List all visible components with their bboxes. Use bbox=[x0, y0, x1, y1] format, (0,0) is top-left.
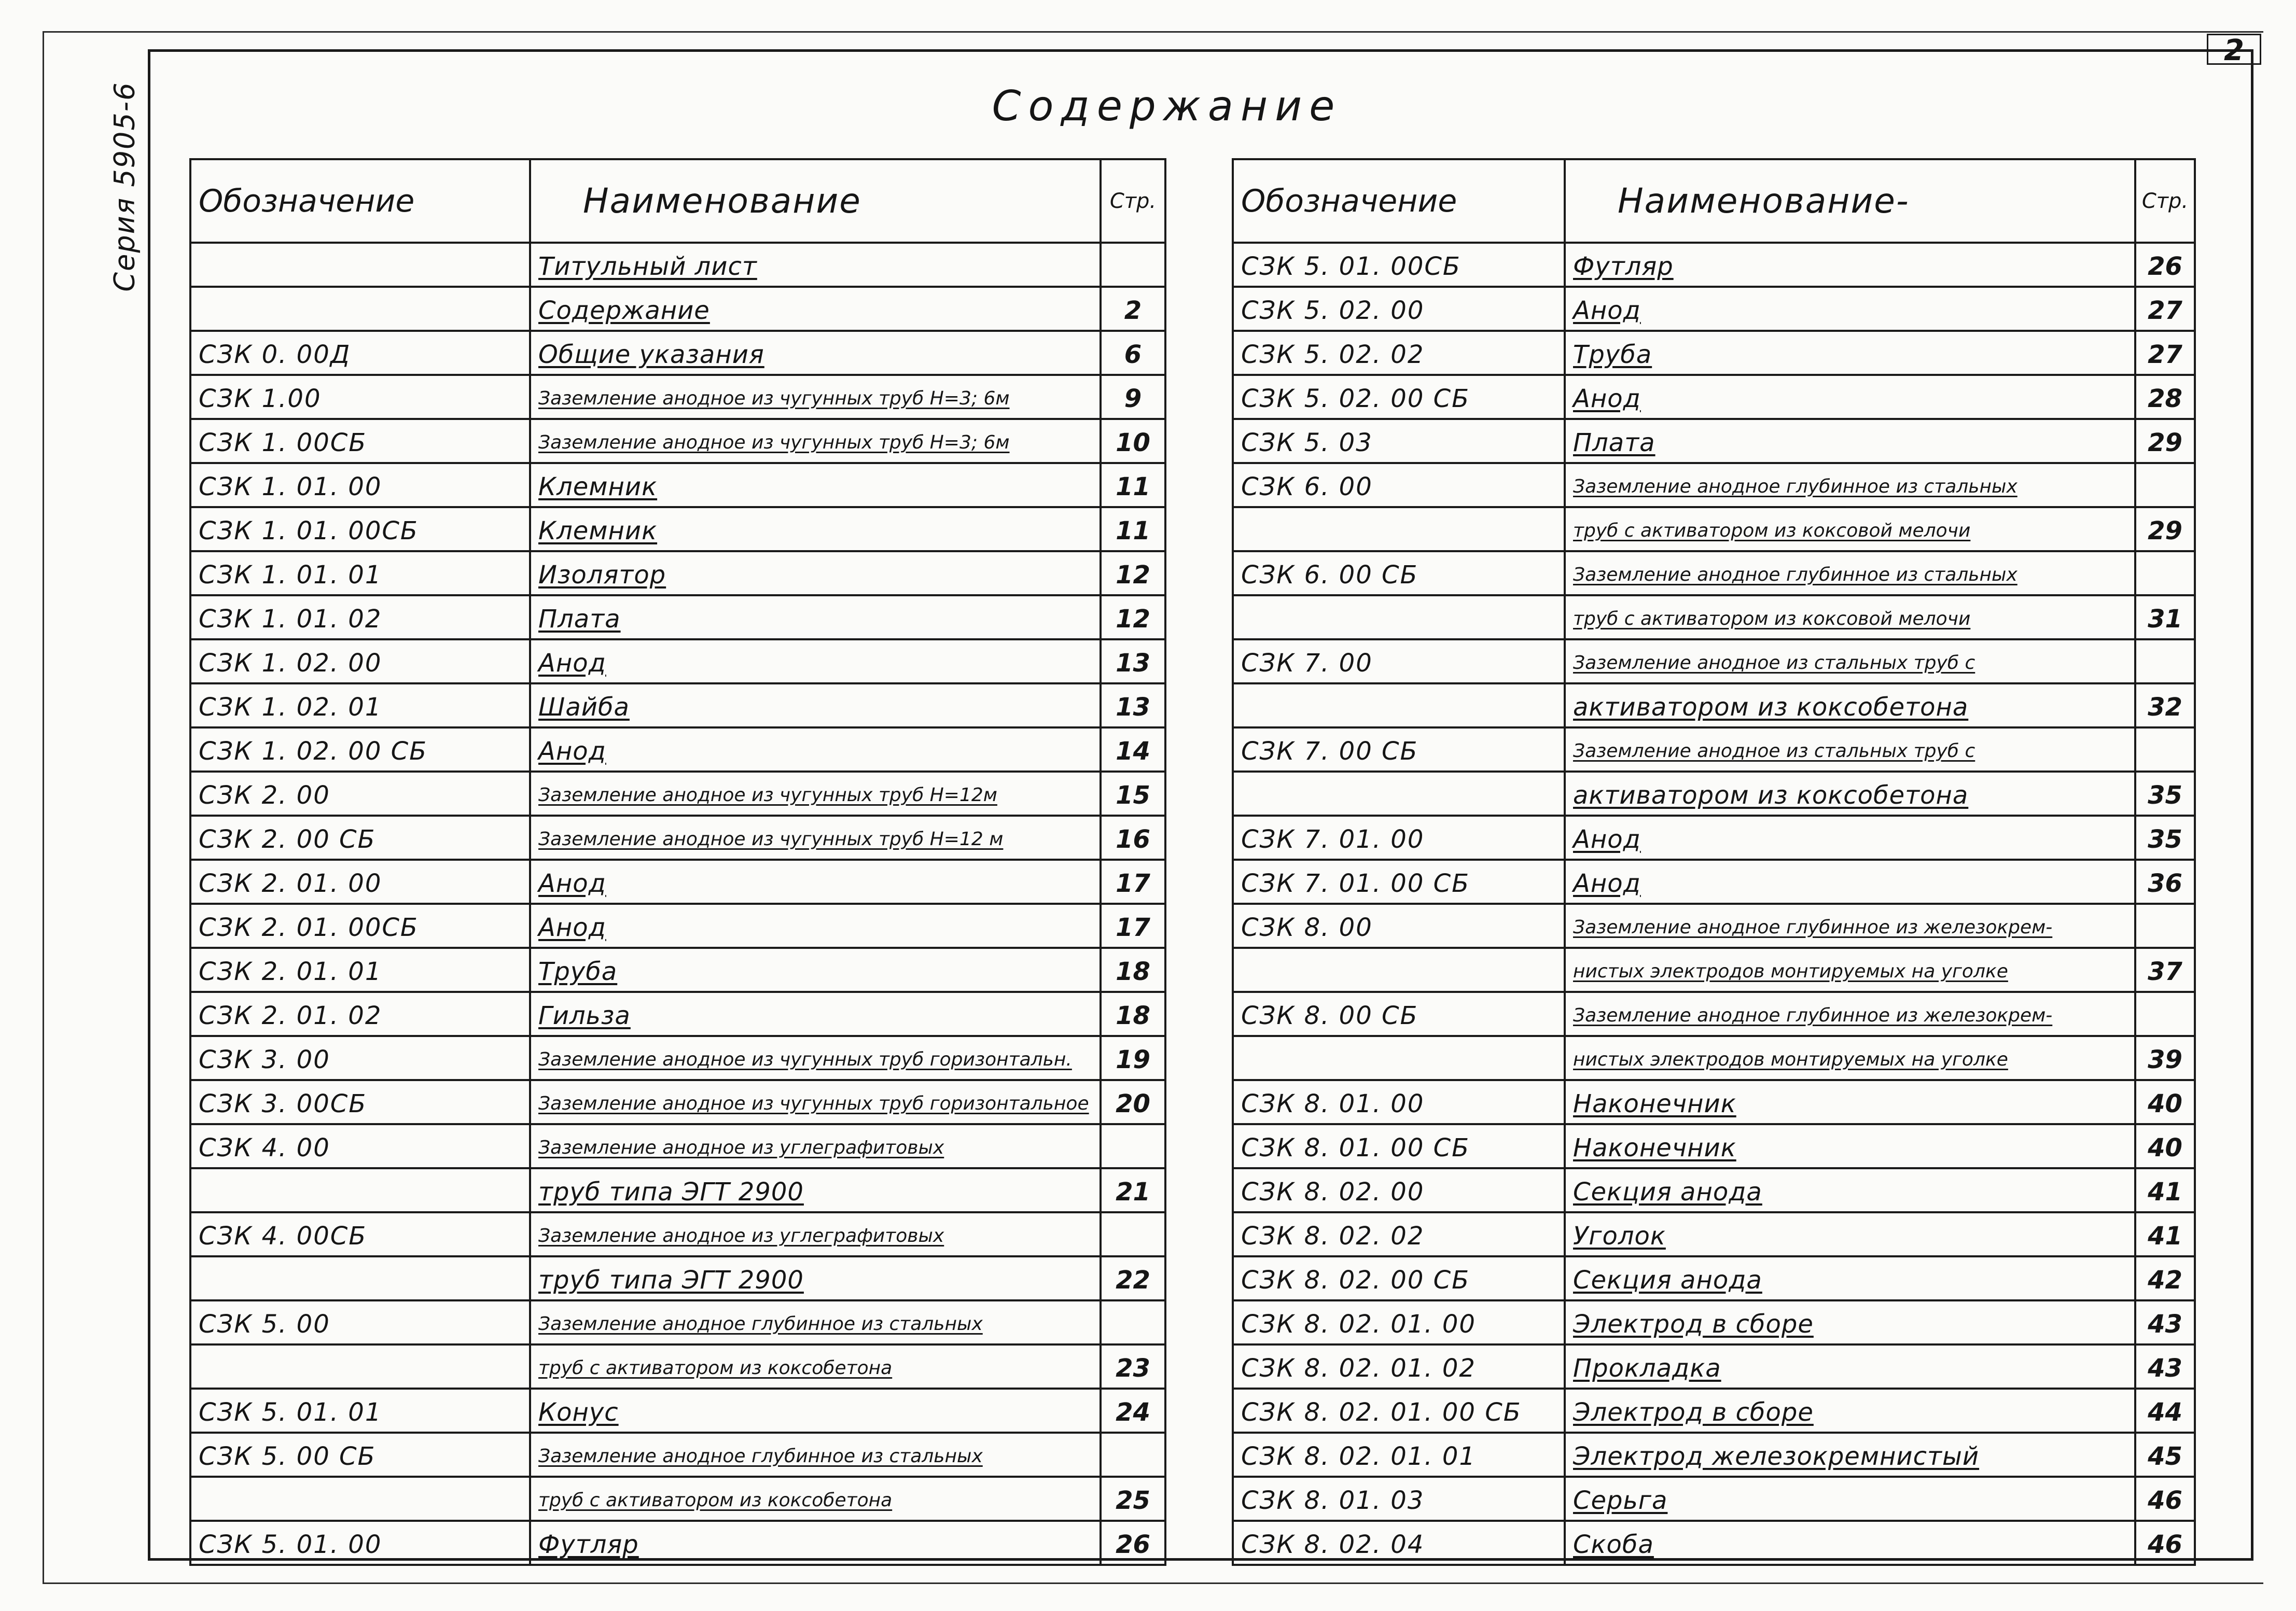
table-row bbox=[190, 992, 1165, 1036]
row-page: 12 bbox=[1101, 551, 1165, 595]
table-row bbox=[1233, 1124, 2195, 1168]
column-header-name: Наименование bbox=[530, 159, 1101, 243]
table-row bbox=[190, 772, 1165, 816]
row-name: Заземление анодное глубинное из стальных bbox=[530, 1433, 1101, 1477]
row-code bbox=[1233, 683, 1565, 727]
table-row bbox=[190, 816, 1165, 860]
row-page: 46 bbox=[2135, 1477, 2195, 1521]
table-row bbox=[1233, 904, 2195, 948]
table-row bbox=[1233, 860, 2195, 904]
table-row bbox=[1233, 1212, 2195, 1256]
row-code: СЗК 3. 00СБ bbox=[190, 1080, 530, 1124]
row-name: труб с активатором из коксобетона bbox=[530, 1477, 1101, 1521]
row-name: Общие указания bbox=[530, 331, 1101, 375]
row-name: Заземление анодное из стальных труб с bbox=[1565, 639, 2135, 683]
row-code: СЗК 5. 02. 00 СБ bbox=[1233, 375, 1565, 419]
sheet-number: 2 bbox=[2207, 34, 2261, 65]
row-page: 22 bbox=[1101, 1256, 1165, 1300]
row-page: 40 bbox=[2135, 1124, 2195, 1168]
row-page: 45 bbox=[2135, 1433, 2195, 1477]
row-name: Анод bbox=[530, 904, 1101, 948]
table-row bbox=[190, 1036, 1165, 1080]
page-title: Содержание bbox=[992, 82, 1342, 130]
row-code: СЗК 1. 01. 01 bbox=[190, 551, 530, 595]
row-page: 13 bbox=[1101, 639, 1165, 683]
row-page: 6 bbox=[1101, 331, 1165, 375]
row-code: СЗК 4. 00 bbox=[190, 1124, 530, 1168]
row-code: СЗК 1. 01. 00СБ bbox=[190, 507, 530, 551]
row-page: 41 bbox=[2135, 1168, 2195, 1212]
row-name: Заземление анодное из чугунных труб горизонтальное bbox=[530, 1080, 1101, 1124]
row-name: труб типа ЭГТ 2900 bbox=[530, 1168, 1101, 1212]
row-name: Анод bbox=[1565, 287, 2135, 331]
table-row bbox=[1233, 287, 2195, 331]
row-page bbox=[1101, 1212, 1165, 1256]
table-row bbox=[190, 639, 1165, 683]
row-name: Анод bbox=[1565, 860, 2135, 904]
row-name: Футляр bbox=[530, 1521, 1101, 1565]
series-stamp bbox=[109, 41, 140, 332]
row-page: 2 bbox=[1101, 287, 1165, 331]
row-code: СЗК 5. 01. 01 bbox=[190, 1389, 530, 1433]
row-page: 10 bbox=[1101, 419, 1165, 463]
table-row bbox=[190, 1080, 1165, 1124]
table-row bbox=[190, 331, 1165, 375]
row-code: СЗК 7. 01. 00 bbox=[1233, 816, 1565, 860]
row-code: СЗК 8. 02. 01. 00 bbox=[1233, 1300, 1565, 1344]
table-row bbox=[1233, 1256, 2195, 1300]
row-code: СЗК 8. 01. 03 bbox=[1233, 1477, 1565, 1521]
row-name: Клемник bbox=[530, 463, 1101, 507]
row-code: СЗК 8. 02. 01. 00 СБ bbox=[1233, 1389, 1565, 1433]
row-page: 43 bbox=[2135, 1344, 2195, 1389]
row-page: 27 bbox=[2135, 331, 2195, 375]
table-header-row bbox=[190, 159, 1165, 243]
row-name: Заземление анодное из чугунных труб Н=3; 6м bbox=[530, 419, 1101, 463]
row-page: 39 bbox=[2135, 1036, 2195, 1080]
table-row bbox=[190, 1124, 1165, 1168]
row-code bbox=[1233, 1036, 1565, 1080]
table-row bbox=[190, 1344, 1165, 1389]
row-page: 17 bbox=[1101, 860, 1165, 904]
row-page: 17 bbox=[1101, 904, 1165, 948]
row-page: 13 bbox=[1101, 683, 1165, 727]
row-page: 11 bbox=[1101, 463, 1165, 507]
row-code: СЗК 8. 00 bbox=[1233, 904, 1565, 948]
table-row bbox=[1233, 992, 2195, 1036]
row-code: СЗК 8. 02. 01. 01 bbox=[1233, 1433, 1565, 1477]
row-page: 24 bbox=[1101, 1389, 1165, 1433]
row-name: Изолятор bbox=[530, 551, 1101, 595]
row-code: СЗК 6. 00 bbox=[1233, 463, 1565, 507]
contents-table-right bbox=[1232, 158, 2196, 1566]
row-name: Плата bbox=[530, 595, 1101, 639]
table-row bbox=[190, 419, 1165, 463]
table-row bbox=[190, 243, 1165, 287]
row-code: СЗК 8. 02. 02 bbox=[1233, 1212, 1565, 1256]
row-code: СЗК 2. 01. 00СБ bbox=[190, 904, 530, 948]
row-name: Скоба bbox=[1565, 1521, 2135, 1565]
row-name: Заземление анодное из углеграфитовых bbox=[530, 1212, 1101, 1256]
row-name: Анод bbox=[530, 727, 1101, 772]
row-page bbox=[2135, 463, 2195, 507]
row-name: Заземление анодное из чугунных труб Н=3; 6м bbox=[530, 375, 1101, 419]
row-code: СЗК 1.00 bbox=[190, 375, 530, 419]
row-name: Гильза bbox=[530, 992, 1101, 1036]
row-name: Заземление анодное из углеграфитовых bbox=[530, 1124, 1101, 1168]
row-code: СЗК 8. 02. 04 bbox=[1233, 1521, 1565, 1565]
row-name: активатором из коксобетона bbox=[1565, 683, 2135, 727]
row-name: Заземление анодное из чугунных труб Н=12 м bbox=[530, 816, 1101, 860]
table-row bbox=[1233, 639, 2195, 683]
row-page: 43 bbox=[2135, 1300, 2195, 1344]
row-code: СЗК 1. 02. 00 bbox=[190, 639, 530, 683]
table-row bbox=[190, 904, 1165, 948]
table-row bbox=[190, 1389, 1165, 1433]
table-row bbox=[1233, 816, 2195, 860]
table-row bbox=[1233, 948, 2195, 992]
row-name: Труба bbox=[1565, 331, 2135, 375]
row-name: Анод bbox=[530, 860, 1101, 904]
table-row bbox=[1233, 1080, 2195, 1124]
table-row bbox=[1233, 507, 2195, 551]
row-code: СЗК 8. 00 СБ bbox=[1233, 992, 1565, 1036]
row-code: СЗК 5. 01. 00СБ bbox=[1233, 243, 1565, 287]
row-code bbox=[190, 1344, 530, 1389]
row-code: СЗК 5. 00 bbox=[190, 1300, 530, 1344]
row-name: Уголок bbox=[1565, 1212, 2135, 1256]
row-page: 18 bbox=[1101, 992, 1165, 1036]
row-page: 12 bbox=[1101, 595, 1165, 639]
row-page: 29 bbox=[2135, 507, 2195, 551]
table-row bbox=[190, 463, 1165, 507]
row-page: 35 bbox=[2135, 816, 2195, 860]
row-code: СЗК 7. 00 bbox=[1233, 639, 1565, 683]
row-page: 27 bbox=[2135, 287, 2195, 331]
row-page bbox=[1101, 1124, 1165, 1168]
row-page: 20 bbox=[1101, 1080, 1165, 1124]
row-name: труб типа ЭГТ 2900 bbox=[530, 1256, 1101, 1300]
row-code: СЗК 4. 00СБ bbox=[190, 1212, 530, 1256]
row-code bbox=[190, 287, 530, 331]
row-code: СЗК 5. 01. 00 bbox=[190, 1521, 530, 1565]
row-code: СЗК 7. 01. 00 СБ bbox=[1233, 860, 1565, 904]
row-code bbox=[190, 1256, 530, 1300]
row-code bbox=[1233, 507, 1565, 551]
row-name: Секция анода bbox=[1565, 1256, 2135, 1300]
row-page: 23 bbox=[1101, 1344, 1165, 1389]
row-name: труб с активатором из коксовой мелочи bbox=[1565, 507, 2135, 551]
table-row bbox=[1233, 375, 2195, 419]
row-name: Заземление анодное глубинное из стальных bbox=[1565, 463, 2135, 507]
table-row bbox=[190, 1168, 1165, 1212]
column-header-name: Наименование- bbox=[1565, 159, 2135, 243]
row-name: Заземление анодное глубинное из железокрем- bbox=[1565, 904, 2135, 948]
row-name: Заземление анодное глубинное из стальных bbox=[530, 1300, 1101, 1344]
table-row bbox=[1233, 551, 2195, 595]
row-code bbox=[190, 1477, 530, 1521]
table-row bbox=[1233, 595, 2195, 639]
row-name: Содержание bbox=[530, 287, 1101, 331]
row-code bbox=[1233, 948, 1565, 992]
row-code bbox=[1233, 772, 1565, 816]
table-row bbox=[1233, 1433, 2195, 1477]
row-name: Секция анода bbox=[1565, 1168, 2135, 1212]
row-page bbox=[2135, 992, 2195, 1036]
row-page: 36 bbox=[2135, 860, 2195, 904]
table-row bbox=[1233, 243, 2195, 287]
row-page bbox=[1101, 243, 1165, 287]
row-page: 26 bbox=[1101, 1521, 1165, 1565]
row-page bbox=[1101, 1300, 1165, 1344]
row-code: СЗК 8. 01. 00 bbox=[1233, 1080, 1565, 1124]
row-code: СЗК 1. 00СБ bbox=[190, 419, 530, 463]
row-code: СЗК 6. 00 СБ bbox=[1233, 551, 1565, 595]
table-row bbox=[1233, 1036, 2195, 1080]
table-row bbox=[190, 948, 1165, 992]
row-page: 46 bbox=[2135, 1521, 2195, 1565]
row-page: 9 bbox=[1101, 375, 1165, 419]
row-name: Анод bbox=[1565, 816, 2135, 860]
table-row bbox=[190, 287, 1165, 331]
row-name: Электрод в сборе bbox=[1565, 1300, 2135, 1344]
column-header-code: Обозначение bbox=[1233, 159, 1565, 243]
row-code: СЗК 5. 03 bbox=[1233, 419, 1565, 463]
table-row bbox=[1233, 331, 2195, 375]
row-code: СЗК 5. 00 СБ bbox=[190, 1433, 530, 1477]
row-name: Наконечник bbox=[1565, 1124, 2135, 1168]
row-name: Анод bbox=[1565, 375, 2135, 419]
row-page: 26 bbox=[2135, 243, 2195, 287]
row-page: 31 bbox=[2135, 595, 2195, 639]
table-row bbox=[190, 375, 1165, 419]
table-row bbox=[190, 1300, 1165, 1344]
table-header-row bbox=[1233, 159, 2195, 243]
row-code: СЗК 5. 02. 02 bbox=[1233, 331, 1565, 375]
table-row bbox=[1233, 463, 2195, 507]
row-code: СЗК 2. 00 СБ bbox=[190, 816, 530, 860]
column-header-page: Стр. bbox=[1101, 159, 1165, 243]
table-row bbox=[1233, 727, 2195, 772]
row-code bbox=[1233, 595, 1565, 639]
column-header-code: Обозначение bbox=[190, 159, 530, 243]
row-name: Серьга bbox=[1565, 1477, 2135, 1521]
row-page: 19 bbox=[1101, 1036, 1165, 1080]
row-code: СЗК 5. 02. 00 bbox=[1233, 287, 1565, 331]
row-page: 18 bbox=[1101, 948, 1165, 992]
row-code: СЗК 1. 01. 00 bbox=[190, 463, 530, 507]
table-row bbox=[190, 1212, 1165, 1256]
table-row bbox=[190, 1477, 1165, 1521]
row-name: Труба bbox=[530, 948, 1101, 992]
outer-frame-bottom bbox=[43, 1582, 2263, 1584]
row-code: СЗК 1. 01. 02 bbox=[190, 595, 530, 639]
row-name: Конус bbox=[530, 1389, 1101, 1433]
row-name: Наконечник bbox=[1565, 1080, 2135, 1124]
row-name: Электрод железокремнистый bbox=[1565, 1433, 2135, 1477]
table-row bbox=[190, 1521, 1165, 1565]
row-name: Клемник bbox=[530, 507, 1101, 551]
row-code: СЗК 8. 02. 00 bbox=[1233, 1168, 1565, 1212]
row-name: активатором из коксобетона bbox=[1565, 772, 2135, 816]
table-row bbox=[1233, 419, 2195, 463]
row-name: Плата bbox=[1565, 419, 2135, 463]
row-page: 40 bbox=[2135, 1080, 2195, 1124]
row-name: нистых электродов монтируемых на уголке bbox=[1565, 948, 2135, 992]
row-page: 44 bbox=[2135, 1389, 2195, 1433]
row-name: Заземление анодное из чугунных труб Н=12м bbox=[530, 772, 1101, 816]
row-code: СЗК 1. 02. 00 СБ bbox=[190, 727, 530, 772]
row-code: СЗК 2. 01. 00 bbox=[190, 860, 530, 904]
row-code: СЗК 0. 00Д bbox=[190, 331, 530, 375]
row-code: СЗК 2. 00 bbox=[190, 772, 530, 816]
column-header-page: Стр. bbox=[2135, 159, 2195, 243]
table-row bbox=[190, 860, 1165, 904]
row-name: труб с активатором из коксобетона bbox=[530, 1344, 1101, 1389]
table-row bbox=[1233, 1168, 2195, 1212]
row-name: нистых электродов монтируемых на уголке bbox=[1565, 1036, 2135, 1080]
row-name: Заземление анодное глубинное из стальных bbox=[1565, 551, 2135, 595]
row-page: 29 bbox=[2135, 419, 2195, 463]
row-page bbox=[2135, 551, 2195, 595]
row-code: СЗК 2. 01. 02 bbox=[190, 992, 530, 1036]
table-row bbox=[190, 551, 1165, 595]
table-row bbox=[190, 1433, 1165, 1477]
row-name: Футляр bbox=[1565, 243, 2135, 287]
row-page: 21 bbox=[1101, 1168, 1165, 1212]
row-name: Анод bbox=[530, 639, 1101, 683]
row-page: 28 bbox=[2135, 375, 2195, 419]
row-name: Электрод в сборе bbox=[1565, 1389, 2135, 1433]
table-row bbox=[1233, 683, 2195, 727]
table-row bbox=[1233, 1300, 2195, 1344]
row-page: 35 bbox=[2135, 772, 2195, 816]
row-page bbox=[2135, 727, 2195, 772]
row-page: 15 bbox=[1101, 772, 1165, 816]
row-name: Шайба bbox=[530, 683, 1101, 727]
row-code: СЗК 7. 00 СБ bbox=[1233, 727, 1565, 772]
table-row bbox=[1233, 1521, 2195, 1565]
row-name: Заземление анодное из стальных труб с bbox=[1565, 727, 2135, 772]
row-page: 25 bbox=[1101, 1477, 1165, 1521]
series-label: Серия 5905-6 bbox=[108, 81, 141, 292]
row-name: Прокладка bbox=[1565, 1344, 2135, 1389]
row-code: СЗК 8. 01. 00 СБ bbox=[1233, 1124, 1565, 1168]
row-page bbox=[1101, 1433, 1165, 1477]
table-row bbox=[190, 595, 1165, 639]
row-page: 11 bbox=[1101, 507, 1165, 551]
row-page: 14 bbox=[1101, 727, 1165, 772]
row-name: Титульный лист bbox=[530, 243, 1101, 287]
row-code: СЗК 1. 02. 01 bbox=[190, 683, 530, 727]
table-row bbox=[1233, 1344, 2195, 1389]
table-row bbox=[190, 507, 1165, 551]
table-row bbox=[1233, 1477, 2195, 1521]
table-row bbox=[190, 683, 1165, 727]
row-page bbox=[2135, 639, 2195, 683]
row-page: 42 bbox=[2135, 1256, 2195, 1300]
table-row bbox=[1233, 1389, 2195, 1433]
row-code bbox=[190, 243, 530, 287]
row-page: 41 bbox=[2135, 1212, 2195, 1256]
row-page: 16 bbox=[1101, 816, 1165, 860]
table-row bbox=[190, 727, 1165, 772]
table-row bbox=[190, 1256, 1165, 1300]
row-code: СЗК 2. 01. 01 bbox=[190, 948, 530, 992]
row-code bbox=[190, 1168, 530, 1212]
row-page: 32 bbox=[2135, 683, 2195, 727]
row-code: СЗК 8. 02. 00 СБ bbox=[1233, 1256, 1565, 1300]
row-name: Заземление анодное глубинное из железокрем- bbox=[1565, 992, 2135, 1036]
row-name: труб с активатором из коксовой мелочи bbox=[1565, 595, 2135, 639]
table-row bbox=[1233, 772, 2195, 816]
row-code: СЗК 3. 00 bbox=[190, 1036, 530, 1080]
row-name: Заземление анодное из чугунных труб горизонтальн. bbox=[530, 1036, 1101, 1080]
row-page bbox=[2135, 904, 2195, 948]
row-code: СЗК 8. 02. 01. 02 bbox=[1233, 1344, 1565, 1389]
row-page: 37 bbox=[2135, 948, 2195, 992]
contents-table-left bbox=[189, 158, 1166, 1566]
